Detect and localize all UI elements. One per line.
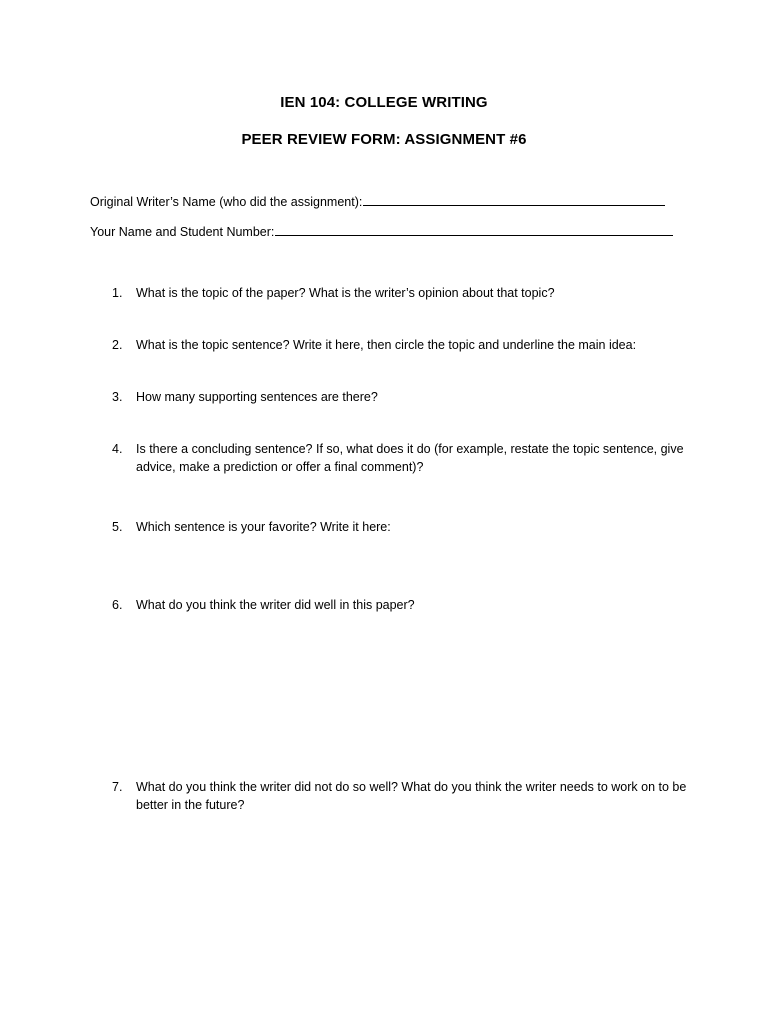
question-text: What is the topic of the paper? What is the writer’s opinion about that topic? xyxy=(136,286,555,300)
question-text: Is there a concluding sentence? If so, what does it do (for example, restate the topic sentence, give advice, make a prediction or offer a final comment)? xyxy=(136,442,684,474)
question-item xyxy=(112,284,692,302)
question-item xyxy=(112,596,692,614)
reviewer-name-label: Your Name and Student Number: xyxy=(90,225,275,239)
writer-name-field xyxy=(90,194,665,209)
question-number: 5. xyxy=(112,520,123,534)
course-title: IEN 104: COLLEGE WRITING xyxy=(280,94,488,111)
writer-name-label: Original Writer’s Name (who did the assignment): xyxy=(90,195,363,209)
question-item xyxy=(112,778,692,814)
question-text: What do you think the writer did not do so well? What do you think the writer needs to work on to be better in the future? xyxy=(136,780,687,812)
question-item xyxy=(112,518,692,536)
question-number: 6. xyxy=(112,598,123,612)
question-number: 3. xyxy=(112,390,123,404)
question-text: What do you think the writer did well in this paper? xyxy=(136,598,415,612)
question-item xyxy=(112,336,692,354)
question-number: 1. xyxy=(112,286,123,300)
question-item xyxy=(112,440,692,476)
question-number: 4. xyxy=(112,442,123,456)
question-text: How many supporting sentences are there? xyxy=(136,390,378,404)
question-number: 7. xyxy=(112,780,123,794)
question-number: 2. xyxy=(112,338,123,352)
reviewer-name-blank[interactable] xyxy=(275,224,673,236)
question-text: Which sentence is your favorite? Write it here: xyxy=(136,520,391,534)
reviewer-name-field xyxy=(90,224,673,239)
question-item xyxy=(112,388,692,406)
question-text: What is the topic sentence? Write it here, then circle the topic and underline the main idea: xyxy=(136,338,637,352)
writer-name-blank[interactable] xyxy=(363,194,665,206)
form-title: PEER REVIEW FORM: ASSIGNMENT #6 xyxy=(241,131,527,148)
